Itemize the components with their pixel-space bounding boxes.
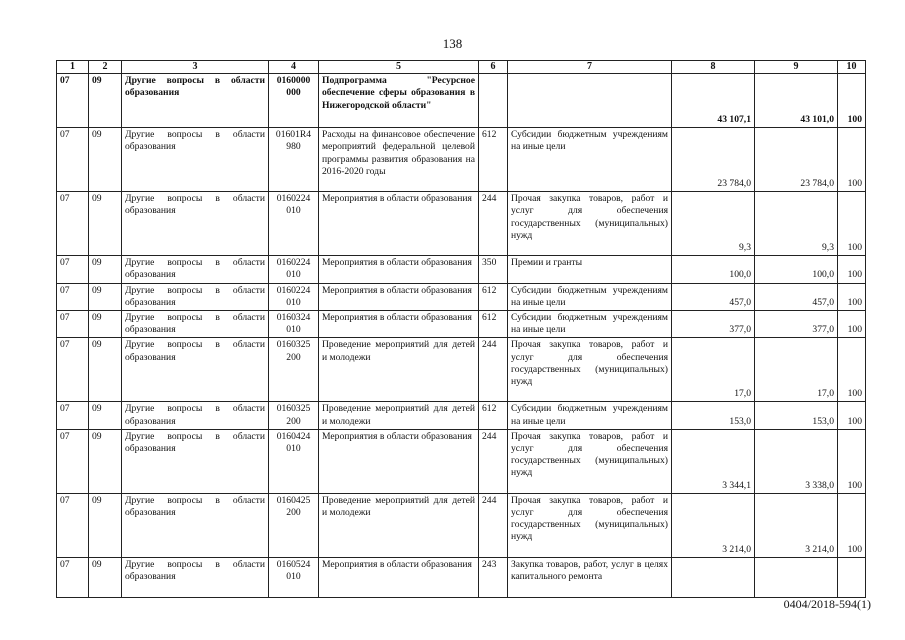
target-article-code: 0160424 010 [269,429,319,493]
planned-amount: 3 344,1 [672,429,755,493]
header-col-4: 4 [269,61,319,74]
expense-type-code [479,74,508,128]
table-row [57,402,866,429]
executed-amount: 153,0 [755,402,838,429]
expense-description: Мероприятия в области образования [319,557,479,597]
section-code: 07 [57,283,89,310]
header-col-9: 9 [755,61,838,74]
section-name: Другие вопросы в области образования [122,128,269,192]
planned-amount: 3 214,0 [672,493,755,557]
planned-amount: 153,0 [672,402,755,429]
expense-description: Мероприятия в области образования [319,429,479,493]
expense-description: Проведение мероприятий для детей и молодежи [319,338,479,402]
executed-amount: 100,0 [755,256,838,283]
subsection-code: 09 [89,557,122,597]
target-article-code: 0160524 010 [269,557,319,597]
table-row [57,192,866,256]
target-article-code: 0160325 200 [269,338,319,402]
page-number: 138 [442,36,463,51]
table-row [57,256,866,283]
header-col-10: 10 [838,61,866,74]
expense-type-name [508,74,672,128]
header-col-1: 1 [57,61,89,74]
executed-amount: 3 338,0 [755,429,838,493]
section-name: Другие вопросы в области образования [122,429,269,493]
section-name: Другие вопросы в области образования [122,192,269,256]
table-row [57,74,866,128]
target-article-code: 0160325 200 [269,402,319,429]
execution-percent: 100 [838,402,866,429]
executed-amount: 23 784,0 [755,128,838,192]
section-code: 07 [57,192,89,256]
planned-amount [672,557,755,597]
section-code: 07 [57,128,89,192]
planned-amount: 100,0 [672,256,755,283]
section-code: 07 [57,311,89,338]
table-row [57,283,866,310]
expense-type-name: Субсидии бюджетным учреждениям на иные цели [508,128,672,192]
target-article-code: 01601R4 980 [269,128,319,192]
target-article-code: 0160224 010 [269,256,319,283]
expense-type-code: 612 [479,402,508,429]
execution-percent: 100 [838,192,866,256]
subsection-code: 09 [89,256,122,283]
budget-table [56,60,866,598]
expense-description: Мероприятия в области образования [319,283,479,310]
section-name: Другие вопросы в области образования [122,311,269,338]
expense-type-name: Прочая закупка товаров, работ и услуг для обеспечения государственных (муниципальных) нужд [508,338,672,402]
target-article-code: 0160425 200 [269,493,319,557]
expense-type-code: 244 [479,429,508,493]
expense-description: Проведение мероприятий для детей и молодежи [319,493,479,557]
header-col-8: 8 [672,61,755,74]
header-col-6: 6 [479,61,508,74]
section-name: Другие вопросы в области образования [122,338,269,402]
execution-percent: 100 [838,74,866,128]
table-row [57,429,866,493]
header-col-3: 3 [122,61,269,74]
document-code: 0404/2018-594(1) [783,597,871,611]
expense-type-name: Премии и гранты [508,256,672,283]
executed-amount: 377,0 [755,311,838,338]
subsection-code: 09 [89,192,122,256]
section-code: 07 [57,493,89,557]
expense-description: Проведение мероприятий для детей и молодежи [319,402,479,429]
execution-percent: 100 [838,429,866,493]
table-row [57,493,866,557]
planned-amount: 23 784,0 [672,128,755,192]
section-code: 07 [57,402,89,429]
section-name: Другие вопросы в области образования [122,402,269,429]
execution-percent: 100 [838,283,866,310]
target-article-code: 0160000 000 [269,74,319,128]
expense-type-name: Субсидии бюджетным учреждениям на иные цели [508,283,672,310]
expense-type-code: 244 [479,493,508,557]
expense-type-name: Закупка товаров, работ, услуг в целях капитального ремонта [508,557,672,597]
section-code: 07 [57,338,89,402]
expense-type-code: 244 [479,192,508,256]
section-name: Другие вопросы в области образования [122,74,269,128]
execution-percent [838,557,866,597]
section-name: Другие вопросы в области образования [122,557,269,597]
expense-description: Мероприятия в области образования [319,256,479,283]
section-code: 07 [57,74,89,128]
planned-amount: 457,0 [672,283,755,310]
planned-amount: 17,0 [672,338,755,402]
executed-amount: 9,3 [755,192,838,256]
executed-amount: 457,0 [755,283,838,310]
subsection-code: 09 [89,311,122,338]
table-row [57,557,866,597]
expense-description: Мероприятия в области образования [319,311,479,338]
expense-type-code: 612 [479,283,508,310]
execution-percent: 100 [838,338,866,402]
subsection-code: 09 [89,74,122,128]
planned-amount: 9,3 [672,192,755,256]
expense-type-code: 243 [479,557,508,597]
expense-type-name: Прочая закупка товаров, работ и услуг для обеспечения государственных (муниципальных) нужд [508,493,672,557]
expense-description: Мероприятия в области образования [319,192,479,256]
section-code: 07 [57,256,89,283]
subsection-code: 09 [89,429,122,493]
subsection-code: 09 [89,128,122,192]
section-code: 07 [57,429,89,493]
expense-type-name: Прочая закупка товаров, работ и услуг для обеспечения государственных (муниципальных) нужд [508,192,672,256]
executed-amount [755,557,838,597]
section-code: 07 [57,557,89,597]
execution-percent: 100 [838,128,866,192]
header-col-5: 5 [319,61,479,74]
subsection-code: 09 [89,402,122,429]
target-article-code: 0160324 010 [269,311,319,338]
table-header-row [57,61,866,74]
execution-percent: 100 [838,256,866,283]
expense-description: Подпрограмма "Ресурсное обеспечение сферы образования в Нижегородской области" [319,74,479,128]
expense-type-name: Субсидии бюджетным учреждениям на иные цели [508,402,672,429]
planned-amount: 43 107,1 [672,74,755,128]
expense-type-name: Субсидии бюджетным учреждениям на иные цели [508,311,672,338]
section-name: Другие вопросы в области образования [122,283,269,310]
planned-amount: 377,0 [672,311,755,338]
section-name: Другие вопросы в области образования [122,493,269,557]
subsection-code: 09 [89,338,122,402]
expense-type-code: 612 [479,128,508,192]
expense-type-code: 244 [479,338,508,402]
expense-description: Расходы на финансовое обеспечение мероприятий федеральной целевой программы развития образования на 2016-2020 годы [319,128,479,192]
execution-percent: 100 [838,493,866,557]
executed-amount: 17,0 [755,338,838,402]
table-row [57,128,866,192]
target-article-code: 0160224 010 [269,192,319,256]
executed-amount: 3 214,0 [755,493,838,557]
execution-percent: 100 [838,311,866,338]
header-col-2: 2 [89,61,122,74]
table-row [57,338,866,402]
expense-type-code: 350 [479,256,508,283]
expense-type-code: 612 [479,311,508,338]
target-article-code: 0160224 010 [269,283,319,310]
subsection-code: 09 [89,283,122,310]
table-row [57,311,866,338]
expense-type-name: Прочая закупка товаров, работ и услуг для обеспечения государственных (муниципальных) нужд [508,429,672,493]
executed-amount: 43 101,0 [755,74,838,128]
subsection-code: 09 [89,493,122,557]
section-name: Другие вопросы в области образования [122,256,269,283]
header-col-7: 7 [508,61,672,74]
